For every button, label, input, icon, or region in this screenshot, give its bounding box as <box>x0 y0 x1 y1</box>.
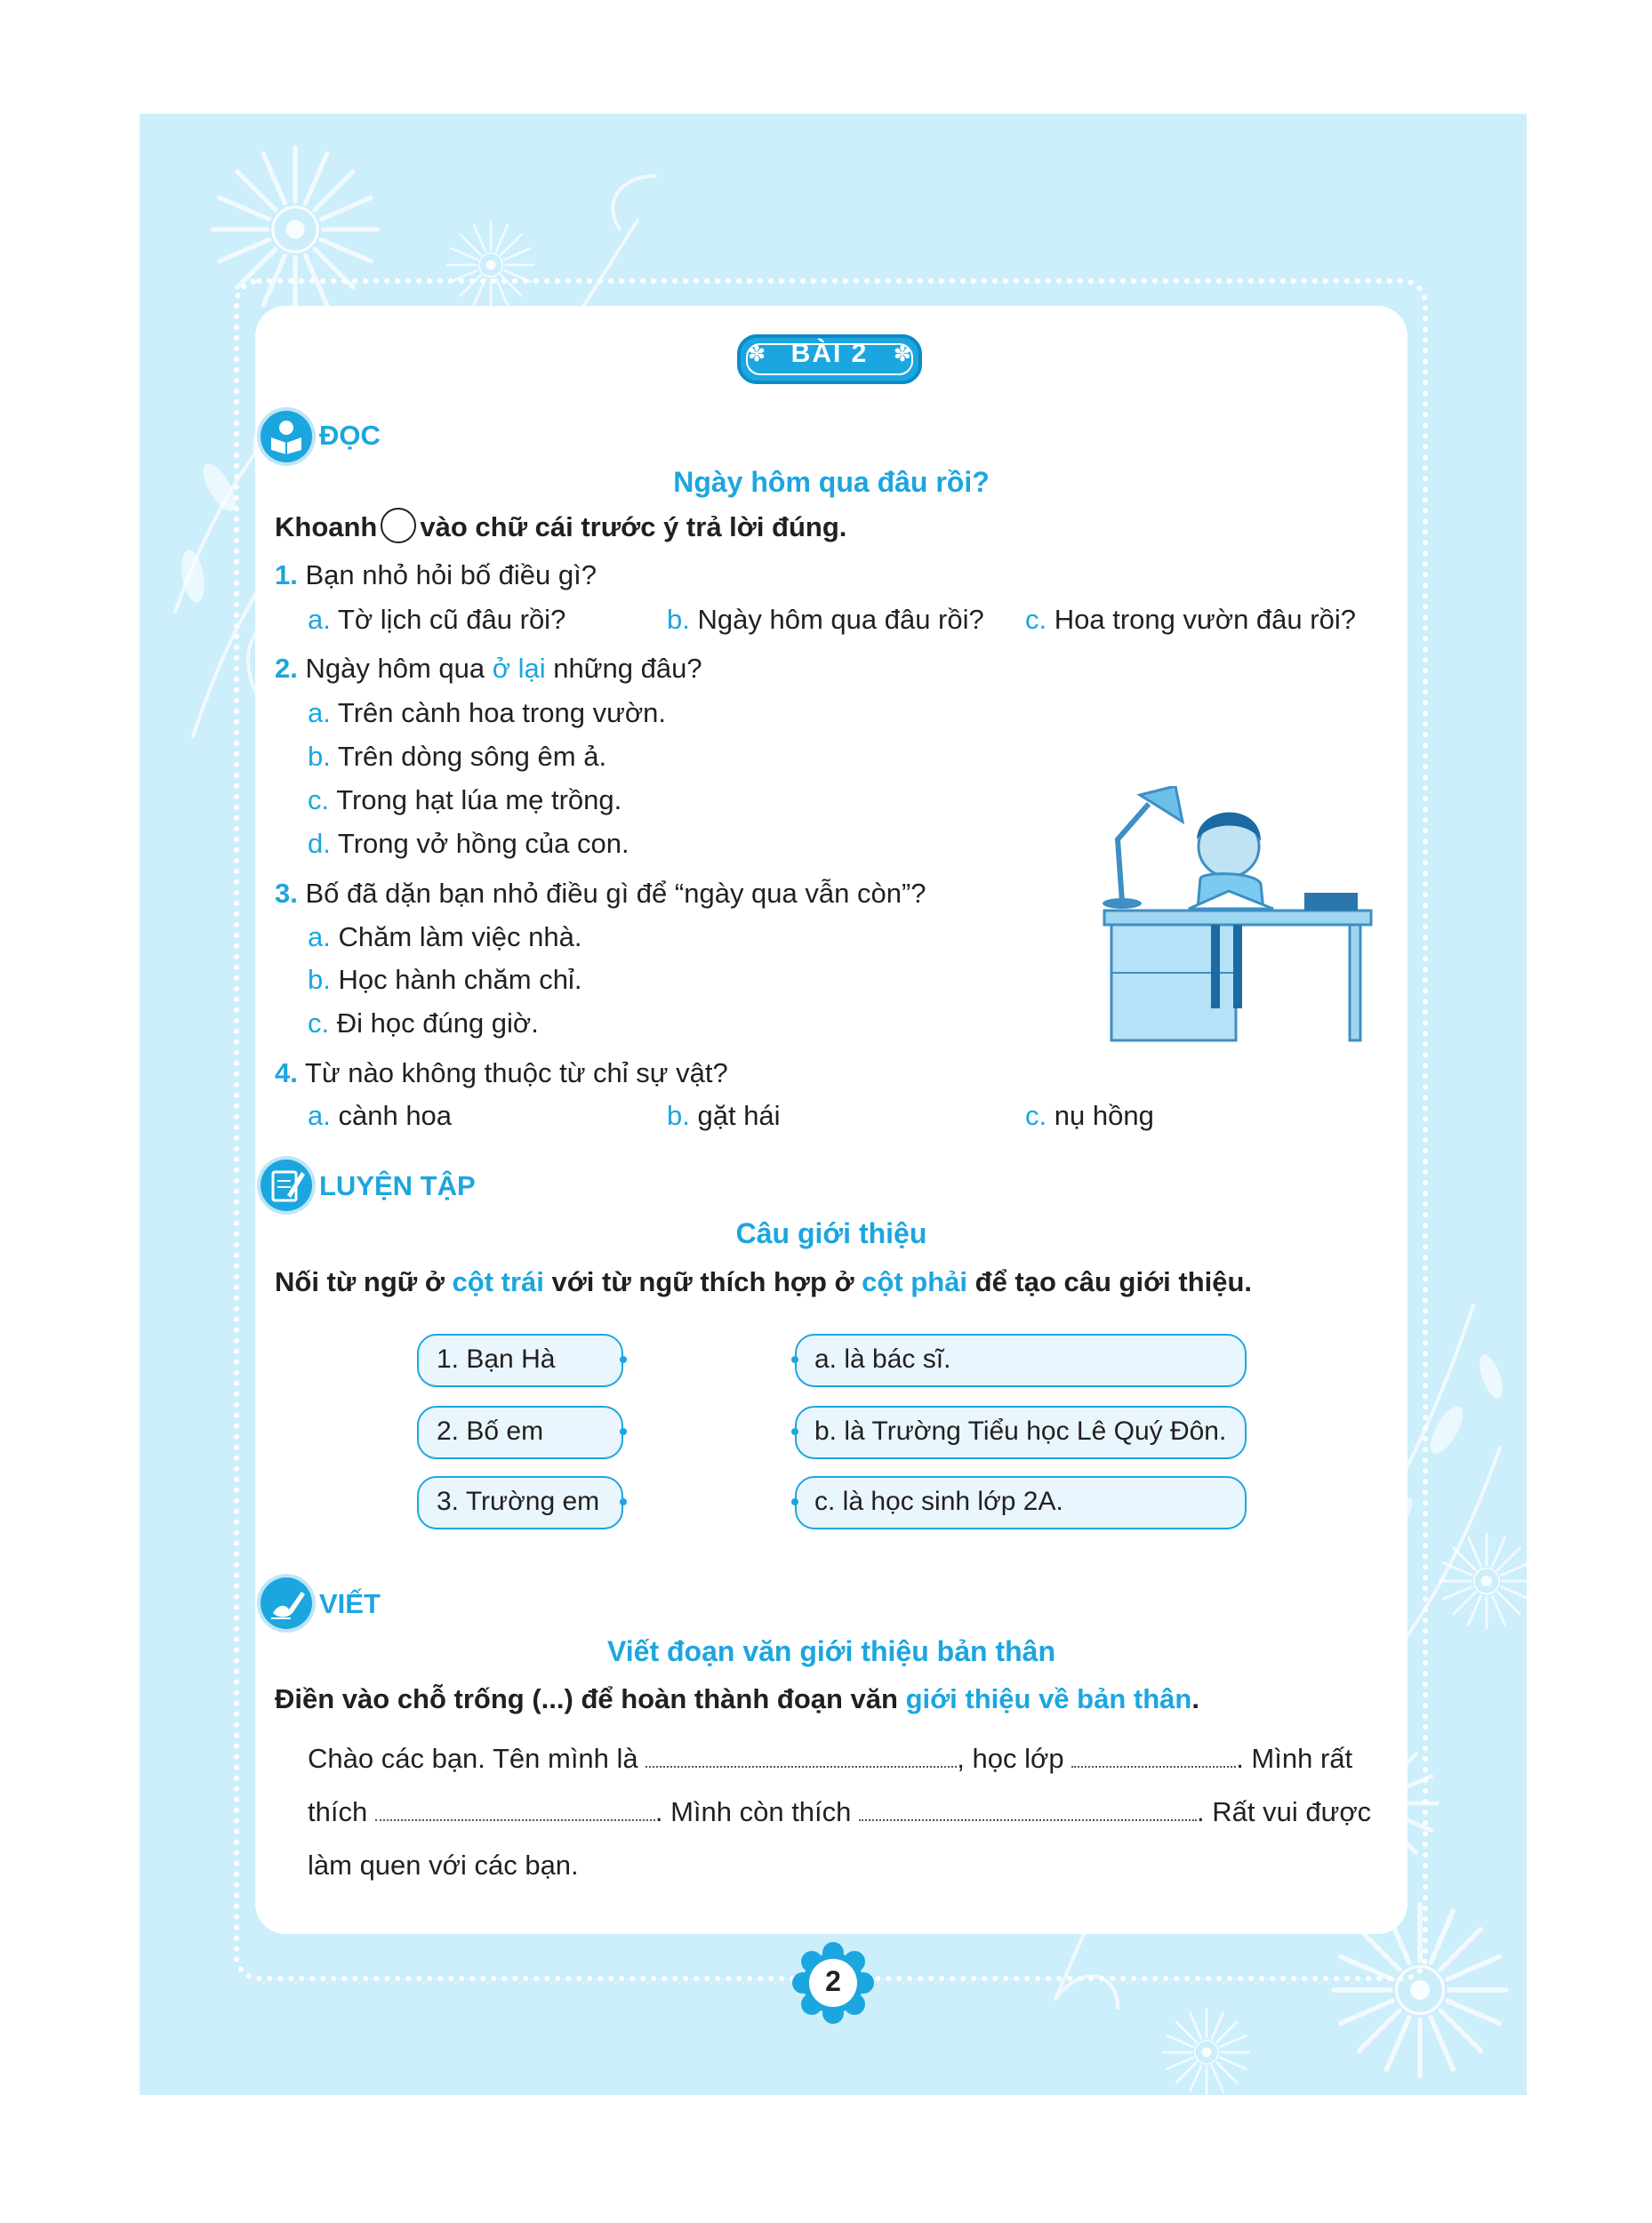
match-left-1[interactable]: 1. Bạn Hà <box>417 1334 623 1387</box>
page-background <box>140 114 1527 2095</box>
question-2-option-a[interactable]: a. Trên cành hoa trong vườn. <box>308 697 667 728</box>
page-number: 2 <box>825 1965 841 1997</box>
match-right-a[interactable]: a. là bác sĩ. <box>795 1334 1247 1387</box>
connect-dot[interactable] <box>620 1498 627 1505</box>
lesson-badge <box>726 331 933 388</box>
story-title: Ngày hôm qua đâu rồi? <box>673 466 990 498</box>
connect-dot[interactable] <box>791 1356 798 1363</box>
question-3-option-b[interactable]: b. Học hành chăm chỉ. <box>308 964 582 995</box>
name-blank[interactable] <box>646 1766 957 1768</box>
paragraph-line-1: Chào các bạn. Tên mình là , học lớp . Mình rất <box>308 1743 1353 1774</box>
match-right-b[interactable]: b. là Trường Tiểu học Lê Quý Đôn. <box>795 1406 1247 1459</box>
question-2: 2. Ngày hôm qua ở lại những đâu? <box>275 653 702 684</box>
practice-section-title: LUYỆN TẬP <box>319 1170 476 1201</box>
question-4-option-b[interactable]: b. gặt hái <box>667 1100 781 1131</box>
connect-dot[interactable] <box>620 1356 627 1363</box>
question-1-option-c[interactable]: c. Hoa trong vườn đâu rồi? <box>1025 604 1356 635</box>
question-1-option-b[interactable]: b. Ngày hôm qua đâu rồi? <box>667 604 984 635</box>
snowflake-icon: ✽ <box>748 342 766 366</box>
snowflake-icon: ✽ <box>893 342 911 366</box>
match-left-3[interactable]: 3. Trường em <box>417 1476 623 1529</box>
practice-instruction: Nối từ ngữ ở cột trái với từ ngữ thích hợp ở cột phải để tạo câu giới thiệu. <box>275 1266 1253 1297</box>
connect-dot[interactable] <box>791 1428 798 1435</box>
connect-dot[interactable] <box>791 1498 798 1505</box>
question-1-option-a[interactable]: a. Tờ lịch cũ đâu rồi? <box>308 604 566 635</box>
question-1: 1. Bạn nhỏ hỏi bố điều gì? <box>275 559 597 590</box>
reading-icon <box>261 411 312 462</box>
writing-hand-icon <box>261 1577 312 1629</box>
reading-section-title: ĐỌC <box>319 420 381 451</box>
question-2-option-c[interactable]: c. Trong hạt lúa mẹ trồng. <box>308 784 622 815</box>
question-3: 3. Bố đã dặn bạn nhỏ điều gì để “ngày qua vẫn còn”? <box>275 878 926 909</box>
question-3-option-a[interactable]: a. Chăm làm việc nhà. <box>308 921 582 952</box>
question-3-option-c[interactable]: c. Đi học đúng giờ. <box>308 1007 539 1039</box>
connect-dot[interactable] <box>620 1428 627 1435</box>
match-left-2[interactable]: 2. Bố em <box>417 1406 623 1459</box>
boy-studying-illustration <box>1087 786 1380 1044</box>
writing-section-title: VIẾT <box>319 1588 381 1619</box>
circle-mark-icon <box>381 508 416 543</box>
writing-instruction: Điền vào chỗ trống (...) để hoàn thành đoạn văn giới thiệu về bản thân. <box>275 1683 1199 1714</box>
like-blank-2[interactable] <box>859 1819 1197 1821</box>
pencil-notepad-icon <box>261 1160 312 1211</box>
question-2-option-b[interactable]: b. Trên dòng sông êm ả. <box>308 741 607 772</box>
practice-topic-title: Câu giới thiệu <box>735 1217 927 1249</box>
question-4: 4. Từ nào không thuộc từ chỉ sự vật? <box>275 1057 728 1088</box>
reading-instruction: Khoanh vào chữ cái trước ý trả lời đúng. <box>275 511 846 547</box>
question-4-option-c[interactable]: c. nụ hồng <box>1025 1100 1154 1131</box>
question-4-option-a[interactable]: a. cành hoa <box>308 1100 453 1131</box>
match-right-c[interactable]: c. là học sinh lớp 2A. <box>795 1476 1247 1529</box>
paragraph-line-2: thích . Mình còn thích . Rất vui được <box>308 1796 1372 1827</box>
class-blank[interactable] <box>1071 1766 1236 1768</box>
content-card <box>255 306 1407 1934</box>
page-number-badge <box>789 1938 878 2027</box>
lesson-title: BÀI 2 <box>790 339 869 368</box>
paragraph-line-3: làm quen với các bạn. <box>308 1850 579 1881</box>
like-blank-1[interactable] <box>375 1819 655 1821</box>
question-2-option-d[interactable]: d. Trong vở hồng của con. <box>308 828 630 859</box>
writing-topic-title: Viết đoạn văn giới thiệu bản thân <box>607 1635 1055 1667</box>
